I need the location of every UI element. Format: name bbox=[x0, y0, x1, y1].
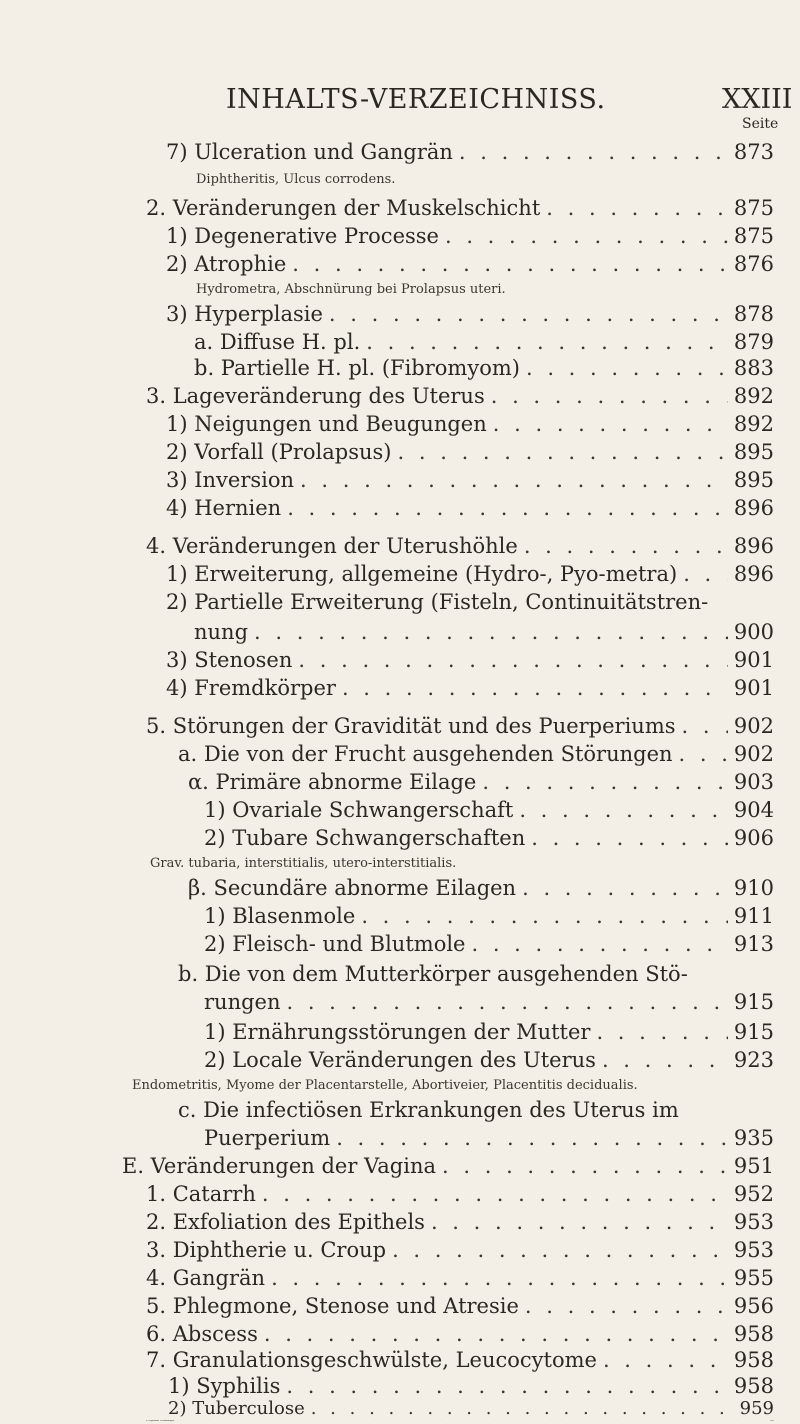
toc-entry-page: 901 bbox=[733, 676, 774, 700]
toc-entry-page: 906 bbox=[733, 826, 774, 850]
toc-entry-label: a. Die von der Frucht ausgehenden Störungen bbox=[178, 742, 673, 766]
toc-entry-page: 892 bbox=[733, 384, 774, 408]
leader-dots bbox=[596, 1020, 727, 1044]
leader-dots bbox=[522, 876, 728, 900]
toc-entry[interactable] bbox=[204, 1048, 774, 1072]
toc-entry-label: 1) Syphilis bbox=[168, 1374, 281, 1398]
sub-note: Hydrometra, Abschnürung bei Prolapsus uteri. bbox=[196, 282, 506, 297]
toc-entry-label: 1) Ovariale Schwangerschaft bbox=[204, 798, 514, 822]
toc-entry[interactable] bbox=[146, 1210, 774, 1234]
toc-entry-page: 935 bbox=[733, 1126, 774, 1150]
toc-entry[interactable] bbox=[166, 252, 774, 276]
leader-dots bbox=[471, 932, 727, 956]
toc-entry-label: 2) Atrophie bbox=[166, 252, 287, 276]
leader-dots bbox=[361, 904, 728, 928]
toc-entry[interactable] bbox=[166, 302, 774, 326]
toc-entry[interactable] bbox=[122, 1154, 774, 1178]
toc-entry[interactable] bbox=[204, 990, 774, 1014]
toc-entry[interactable] bbox=[146, 384, 774, 408]
toc-entry[interactable] bbox=[204, 1020, 774, 1044]
toc-entry[interactable] bbox=[178, 742, 774, 766]
leader-dots bbox=[442, 1154, 728, 1178]
leader-dots bbox=[264, 1322, 728, 1346]
toc-entry[interactable] bbox=[146, 1266, 774, 1290]
toc-entry-label: 1. Catarrh bbox=[146, 1182, 256, 1206]
toc-entry[interactable] bbox=[204, 932, 774, 956]
leader-dots bbox=[180, 1420, 764, 1422]
toc-entry[interactable] bbox=[168, 1374, 774, 1398]
toc-entry-page: 876 bbox=[733, 252, 774, 276]
toc-entry-page: 895 bbox=[733, 468, 774, 492]
leader-dots bbox=[445, 224, 728, 248]
page-title: INHALTS-VERZEICHNISS. bbox=[226, 84, 606, 115]
toc-entry[interactable] bbox=[166, 412, 774, 436]
toc-entry[interactable] bbox=[146, 196, 774, 220]
toc-entry[interactable] bbox=[194, 620, 774, 644]
toc-entry-page: 896 bbox=[733, 534, 774, 558]
toc-entry[interactable] bbox=[204, 826, 774, 850]
toc-entry[interactable] bbox=[188, 876, 774, 900]
toc-entry-label: E. Veränderungen der Vagina bbox=[122, 1154, 437, 1178]
toc-entry-page: 900 bbox=[733, 620, 774, 644]
toc-entry-page: 896 bbox=[733, 562, 774, 586]
leader-dots bbox=[329, 302, 728, 326]
toc-entry[interactable] bbox=[166, 562, 774, 586]
toc-entry-page: 879 bbox=[733, 330, 774, 354]
sub-note: Grav. tubaria, interstitialis, utero-interstitialis. bbox=[150, 856, 457, 871]
toc-entry[interactable] bbox=[204, 904, 774, 928]
toc-entry[interactable] bbox=[146, 1294, 774, 1318]
leader-dots bbox=[519, 798, 728, 822]
toc-entry-page: 958 bbox=[733, 1374, 774, 1398]
toc-entry-label: b. Partielle H. pl. (Fibromyom) bbox=[194, 356, 520, 380]
toc-entry-page: 875 bbox=[733, 196, 774, 220]
leader-dots bbox=[298, 648, 728, 672]
toc-entry-label: 3. Lageveränderung des Uterus bbox=[146, 384, 485, 408]
toc-entry-label: Puerperium bbox=[204, 1126, 331, 1150]
toc-entry-label: 2) Vorfall (Prolapsus) bbox=[166, 440, 392, 464]
leader-dots bbox=[254, 620, 728, 644]
toc-entry-label: 2) Fleisch- und Blutmole bbox=[204, 932, 466, 956]
toc-entry-label: 1) Ernährungsstörungen der Mutter bbox=[204, 1020, 591, 1044]
leader-dots bbox=[271, 1266, 728, 1290]
toc-entry-continued: 2) Partielle Erweiterung (Fisteln, Continuitätstren- bbox=[166, 590, 709, 614]
toc-entry-label: 2) Tubare Schwangerschaften bbox=[204, 826, 526, 850]
toc-entry-page: 875 bbox=[733, 224, 774, 248]
toc-entry[interactable] bbox=[146, 714, 774, 738]
leader-dots bbox=[682, 714, 728, 738]
toc-entry-label: 2) Locale Veränderungen des Uterus bbox=[204, 1048, 596, 1072]
toc-entry-page: 952 bbox=[733, 1182, 774, 1206]
toc-entry-page: 959 bbox=[739, 1398, 774, 1419]
leader-dots bbox=[336, 1126, 728, 1150]
toc-entry-label: 4. Gangrän bbox=[146, 1266, 266, 1290]
leader-dots bbox=[531, 826, 728, 850]
toc-entry-label: nung bbox=[194, 620, 249, 644]
leader-dots bbox=[524, 534, 728, 558]
leader-dots bbox=[493, 412, 728, 436]
leader-dots bbox=[602, 1048, 728, 1072]
toc-entry-label: 2) Tuberculose bbox=[168, 1398, 305, 1419]
toc-entry-page: 915 bbox=[733, 990, 774, 1014]
toc-entry-page: 895 bbox=[733, 440, 774, 464]
toc-entry[interactable] bbox=[204, 798, 774, 822]
toc-entry[interactable] bbox=[166, 496, 774, 520]
toc-entry-label: 3) Hyperplasie bbox=[166, 302, 323, 326]
toc-entry[interactable] bbox=[146, 534, 774, 558]
toc-entry[interactable] bbox=[146, 1238, 774, 1262]
toc-entry-page: 878 bbox=[733, 302, 774, 326]
toc-entry-page: 896 bbox=[733, 496, 774, 520]
leader-dots bbox=[392, 1238, 728, 1262]
leader-dots bbox=[431, 1210, 728, 1234]
leader-dots bbox=[342, 676, 728, 700]
toc-entry-label: 4. Veränderungen der Uterushöhle bbox=[146, 534, 518, 558]
leader-dots bbox=[482, 770, 728, 794]
toc-entry[interactable] bbox=[166, 648, 774, 672]
leader-dots bbox=[311, 1398, 734, 1419]
leader-dots bbox=[262, 1182, 728, 1206]
toc-entry[interactable] bbox=[188, 770, 774, 794]
leader-dots bbox=[459, 140, 728, 164]
toc-entry-label: rungen bbox=[204, 990, 281, 1014]
toc-entry[interactable] bbox=[166, 676, 774, 700]
toc-entry-page: 923 bbox=[733, 1048, 774, 1072]
toc-entry-page: 955 bbox=[733, 1266, 774, 1290]
toc-entry-label: 5. Phlegmone, Stenose und Atresie bbox=[146, 1294, 519, 1318]
toc-entry-label: 4) Hernien bbox=[166, 496, 282, 520]
toc-entry-page: 953 bbox=[733, 1210, 774, 1234]
toc-entry-page: 903 bbox=[733, 770, 774, 794]
toc-entry-label: 4) Fremdkörper bbox=[166, 676, 336, 700]
toc-entry-page: 902 bbox=[733, 742, 774, 766]
toc-entry-label: 1) Erweiterung, allgemeine (Hydro-, Pyo-metra) bbox=[166, 562, 678, 586]
leader-dots bbox=[679, 742, 728, 766]
toc-entry-page: 904 bbox=[733, 798, 774, 822]
toc-entry-continued: c. Die infectiösen Erkrankungen des Uterus im bbox=[178, 1098, 679, 1122]
toc-entry[interactable] bbox=[204, 1126, 774, 1150]
toc-entry[interactable] bbox=[146, 1348, 774, 1372]
leader-dots bbox=[491, 384, 728, 408]
toc-entry-label: 6. Abscess bbox=[146, 1322, 258, 1346]
leader-dots bbox=[398, 440, 728, 464]
toc-entry-page: 915 bbox=[733, 1020, 774, 1044]
toc-entry-label: 7. Granulationsgeschwülste, Leucocytome bbox=[146, 1348, 597, 1372]
toc-entry[interactable] bbox=[168, 1398, 774, 1419]
toc-entry-page: 958 bbox=[733, 1322, 774, 1346]
toc-entry-page: 883 bbox=[733, 356, 774, 380]
toc-entry-label: a. Diffuse H. pl. bbox=[194, 330, 361, 354]
toc-entry-label: α. Primäre abnorme Eilage bbox=[188, 770, 477, 794]
toc-entry-label: 5. Störungen der Gravidität und des Puerperiums bbox=[146, 714, 676, 738]
toc-entry-page: 901 bbox=[733, 648, 774, 672]
toc-entry-label: 2. Exfoliation des Epithels bbox=[146, 1210, 425, 1234]
sub-note: Endometritis, Myome der Placentarstelle, Abortiveier, Placentitis decidualis. bbox=[132, 1078, 638, 1093]
toc-entry-page: 913 bbox=[733, 932, 774, 956]
toc-entry-page: 873 bbox=[733, 140, 774, 164]
leader-dots bbox=[603, 1348, 728, 1372]
toc-entry-label: 3) Inversion bbox=[166, 468, 295, 492]
toc-entry-label: 3. Diphtherie u. Croup bbox=[146, 1238, 387, 1262]
toc-entry-label: 1) Neigungen und Beugungen bbox=[166, 412, 487, 436]
toc-entry-label: 1) Degenerative Processe bbox=[166, 224, 439, 248]
leader-dots bbox=[366, 330, 728, 354]
toc-entry-continued: b. Die von dem Mutterkörper ausgehenden Stö- bbox=[178, 962, 688, 986]
leader-dots bbox=[525, 1294, 728, 1318]
leader-dots bbox=[286, 1374, 728, 1398]
toc-entry[interactable] bbox=[194, 356, 774, 380]
toc-entry[interactable] bbox=[194, 330, 774, 354]
toc-entry-page: 902 bbox=[733, 714, 774, 738]
toc-entry[interactable] bbox=[146, 1420, 774, 1422]
toc-entry-page: 953 bbox=[733, 1238, 774, 1262]
toc-entry[interactable] bbox=[146, 1322, 774, 1346]
toc-entry[interactable] bbox=[166, 140, 774, 164]
leader-dots bbox=[526, 356, 728, 380]
toc-entry-label: 8. Organoide Neubildungen bbox=[146, 1420, 175, 1422]
toc-entry-page: 960 bbox=[770, 1420, 774, 1422]
toc-entry-label: β. Secundäre abnorme Eilagen bbox=[188, 876, 517, 900]
toc-entry-label: 3) Stenosen bbox=[166, 648, 293, 672]
toc-entry-page: 956 bbox=[733, 1294, 774, 1318]
leader-dots bbox=[287, 496, 728, 520]
toc-entry-page: 892 bbox=[733, 412, 774, 436]
toc-entry-label: 1) Blasenmole bbox=[204, 904, 356, 928]
toc-entry-page: 958 bbox=[733, 1348, 774, 1372]
toc-entry-label: 2. Veränderungen der Muskelschicht bbox=[146, 196, 541, 220]
leader-dots bbox=[292, 252, 728, 276]
sub-note: Diphtheritis, Ulcus corrodens. bbox=[196, 172, 396, 187]
page-number-roman: XXIII bbox=[722, 84, 793, 115]
toc-entry-label: 7) Ulceration und Gangrän bbox=[166, 140, 453, 164]
toc-entry-page: 910 bbox=[733, 876, 774, 900]
toc-entry[interactable] bbox=[166, 224, 774, 248]
column-heading-seite: Seite bbox=[742, 116, 779, 132]
toc-entry-page: 951 bbox=[733, 1154, 774, 1178]
toc-entry[interactable] bbox=[166, 440, 774, 464]
toc-entry[interactable] bbox=[146, 1182, 774, 1206]
toc-entry[interactable] bbox=[166, 468, 774, 492]
toc-entry-page: 911 bbox=[733, 904, 774, 928]
leader-dots bbox=[286, 990, 727, 1014]
leader-dots bbox=[300, 468, 728, 492]
leader-dots bbox=[683, 562, 728, 586]
leader-dots bbox=[546, 196, 728, 220]
